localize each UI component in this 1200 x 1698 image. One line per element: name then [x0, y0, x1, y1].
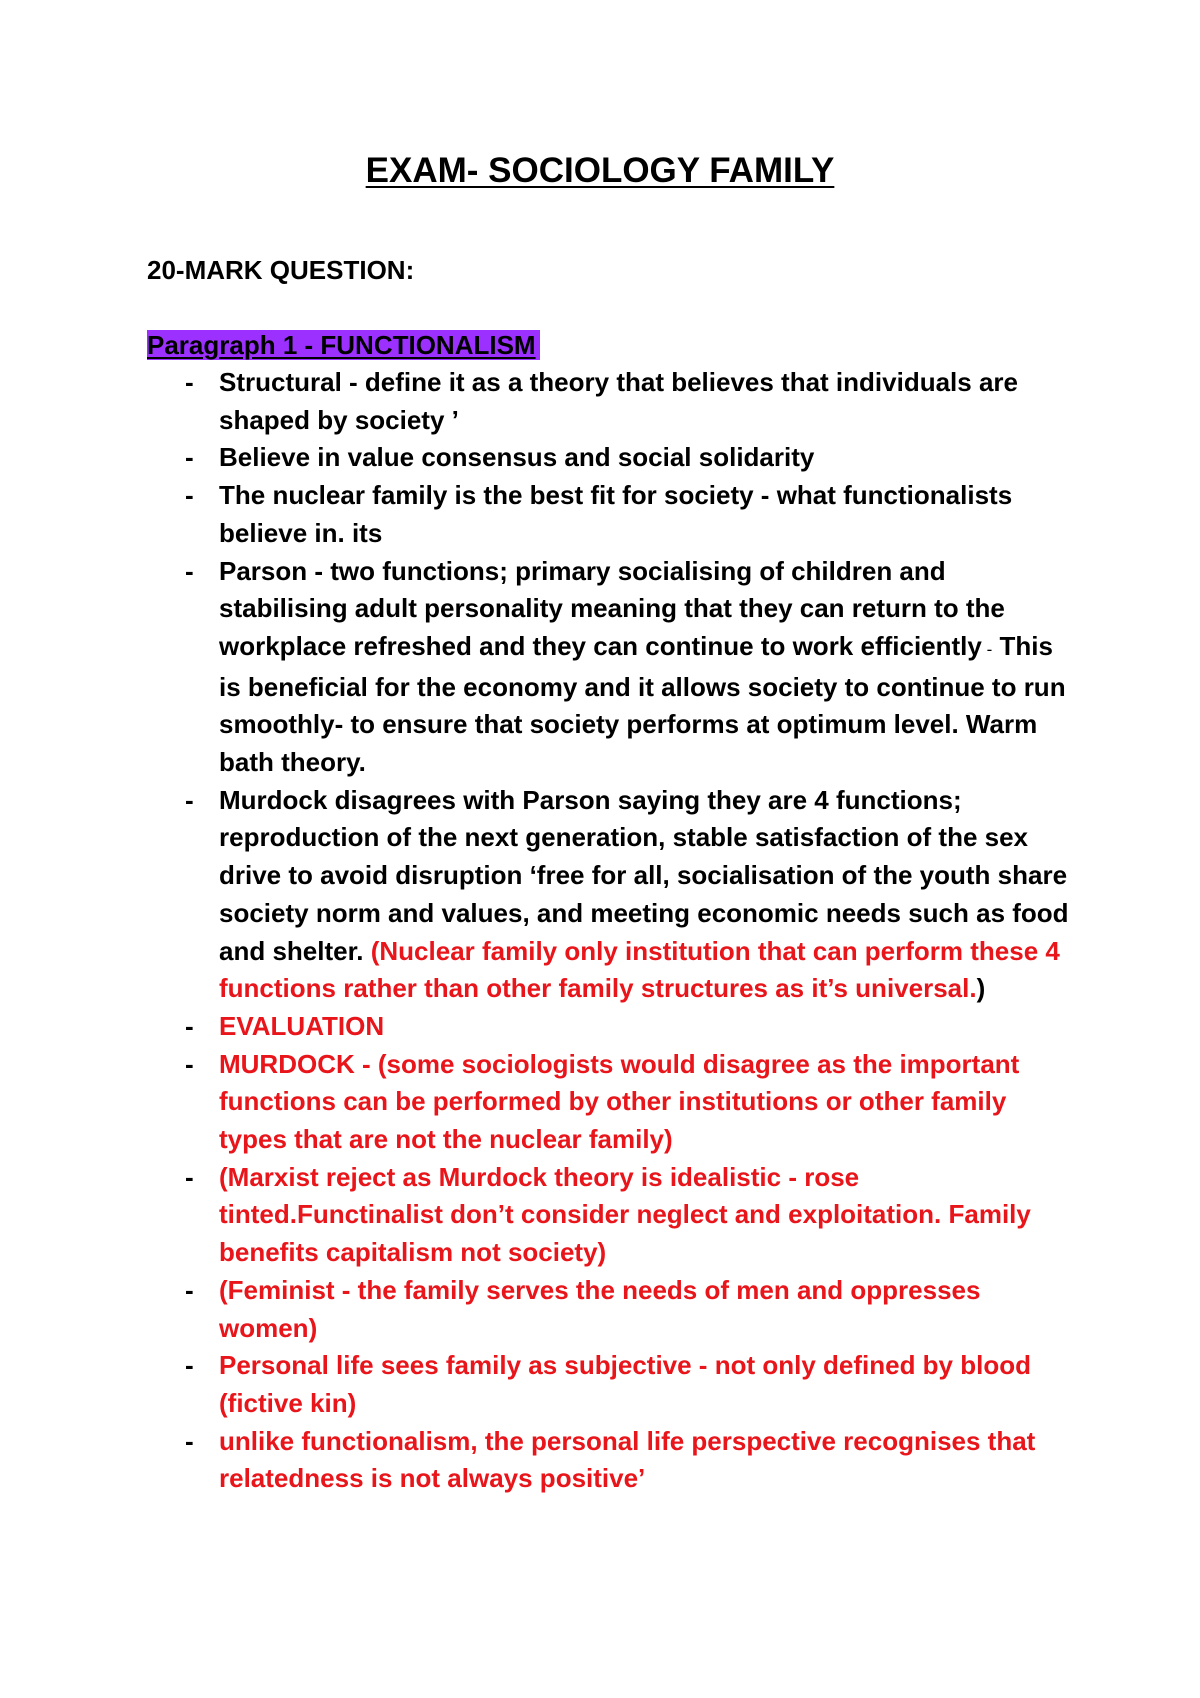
list-item	[147, 1347, 1077, 1422]
evaluation-note: (Nuclear family only institution that can perform these 4 functions rather than other family structures as it’s universal.	[219, 935, 1060, 1004]
bullet-text	[219, 782, 1077, 1008]
evaluation-point: Personal life sees family as subjective - not only defined by blood (fictive kin)	[219, 1350, 1031, 1418]
list-item	[147, 1008, 1077, 1046]
bullet-text-part: Parson - two functions; primary socialising of children and stabilising adult personality meaning that they can return to the workplace refreshed and they can continue to work efficiently	[219, 555, 1005, 661]
bullet-dash: -	[185, 442, 194, 473]
evaluation-point: (Feminist - the family serves the needs of men and oppresses women)	[219, 1274, 981, 1343]
bullet-text: The nuclear family is the best fit for society - what functionalists believe in. its	[219, 480, 1013, 548]
evaluation-heading: EVALUATION	[219, 1010, 385, 1041]
bullet-list	[147, 364, 1077, 1498]
list-item	[147, 553, 1077, 782]
bullet-dash: -	[185, 1425, 194, 1456]
small-dash: -	[981, 639, 993, 659]
bullet-dash: -	[185, 1010, 194, 1041]
bullet-dash: -	[185, 1161, 194, 1192]
paragraph-heading: Paragraph 1 - FUNCTIONALISM	[147, 330, 540, 360]
question-label: 20-MARK QUESTION:	[147, 255, 415, 285]
bullet-text: Structural - define it as a theory that believes that individuals are shaped by society ’	[219, 367, 1018, 435]
bullet-text-part: This is beneficial for the economy and it allows society to continue to run smoothly- to ensure that society performs at optimum level. Warm bath theory.	[219, 630, 1066, 778]
evaluation-point: unlike functionalism, the personal life perspective recognises that relatedness is not always positive’	[219, 1425, 1036, 1494]
list-item	[147, 439, 1077, 477]
list-item	[147, 1272, 1077, 1347]
document-title: EXAM- SOCIOLOGY FAMILY	[365, 151, 835, 190]
bullet-text: Believe in value consensus and social solidarity	[219, 442, 815, 473]
bullet-dash: -	[185, 784, 194, 815]
list-item	[147, 364, 1077, 439]
bullet-dash: -	[185, 480, 194, 511]
list-item	[147, 1046, 1077, 1159]
bullet-dash: -	[185, 1274, 194, 1305]
bullet-text-part: Murdock disagrees with Parson saying they are 4 functions; reproduction of the next generation, stable satisfaction of the sex drive to avoid disruption ‘free for all, socialisation of the youth share society norm and values, and meeting economic needs such as food and shelter.	[219, 784, 1069, 966]
list-item	[147, 1159, 1077, 1272]
bullet-dash: -	[185, 1350, 194, 1381]
list-item	[147, 477, 1077, 552]
bullet-text-part: )	[976, 973, 986, 1004]
bullet-dash: -	[185, 555, 194, 586]
evaluation-point: (Marxist reject as Murdock theory is idealistic - rose tinted.Functinalist don’t consider neglect and exploitation. Family benefits capitalism not society)	[219, 1161, 1031, 1268]
bullet-text	[219, 553, 1077, 782]
evaluation-point: MURDOCK - (some sociologists would disagree as the important functions can be performed by other institutions or other family types that are not the nuclear family)	[219, 1048, 1020, 1155]
list-item	[147, 1423, 1077, 1498]
bullet-dash: -	[185, 367, 194, 397]
list-item	[147, 782, 1077, 1008]
bullet-dash: -	[185, 1048, 194, 1079]
